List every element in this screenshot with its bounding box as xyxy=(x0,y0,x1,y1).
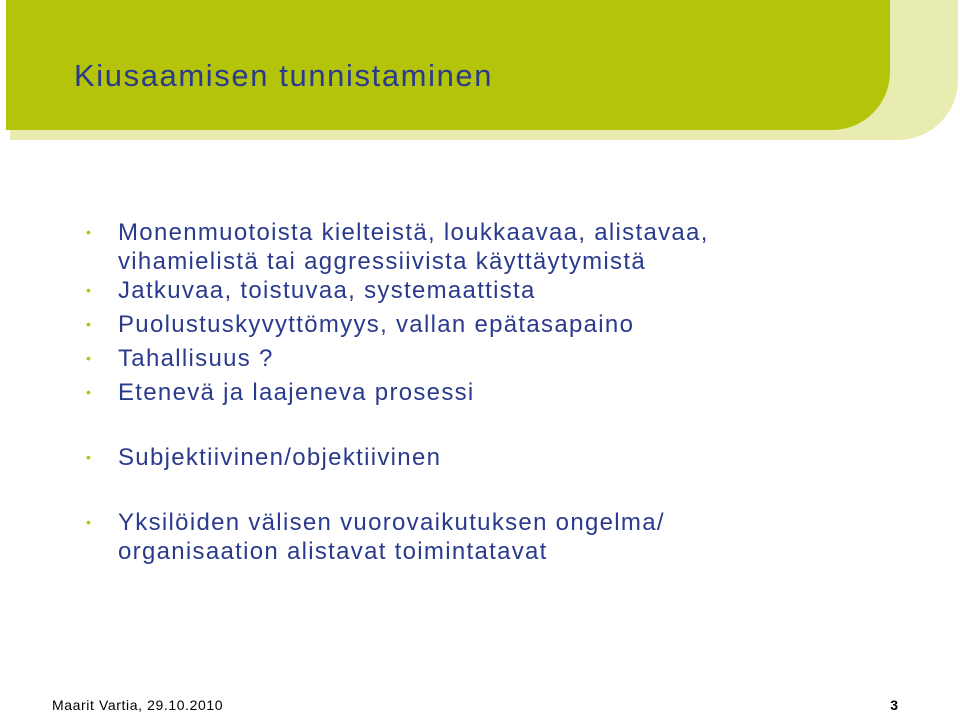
bullet-text: Subjektiivinen/objektiivinen xyxy=(118,444,442,471)
bullet-text: organisaation alistavat toimintatavat xyxy=(118,538,548,565)
slide-title: Kiusaamisen tunnistaminen xyxy=(74,58,494,93)
bullet-item xyxy=(86,508,936,566)
bullet-text: Tahallisuus ? xyxy=(118,345,274,372)
bullet-dot-icon: • xyxy=(86,514,93,530)
bullet-text: Jatkuvaa, toistuvaa, systemaattista xyxy=(118,277,536,304)
bullet-item xyxy=(86,276,936,305)
bullet-text: Yksilöiden välisen vuorovaikutuksen ongelma/ xyxy=(118,509,665,536)
bullet-list xyxy=(86,218,936,566)
bullet-text: vihamielistä tai aggressiivista käyttäytymistä xyxy=(118,248,646,275)
bullet-dot-icon: • xyxy=(86,449,93,465)
bullet-text: Puolustuskyvyttömyys, vallan epätasapaino xyxy=(118,311,635,338)
bullet-dot-icon: • xyxy=(86,384,93,400)
page-number: 3 xyxy=(890,697,898,713)
bullet-item xyxy=(86,378,936,407)
footer-author-date: Maarit Vartia, 29.10.2010 xyxy=(52,697,224,713)
bullet-text: Monenmuotoista kielteistä, loukkaavaa, alistavaa, xyxy=(118,219,709,246)
bullet-text: Etenevä ja laajeneva prosessi xyxy=(118,379,475,406)
bullet-dot-icon: • xyxy=(86,350,93,366)
bullet-dot-icon: • xyxy=(86,224,93,240)
bullet-item xyxy=(86,218,936,276)
bullet-item xyxy=(86,443,936,472)
bullet-dot-icon: • xyxy=(86,282,93,298)
bullet-item xyxy=(86,310,936,339)
bullet-dot-icon: • xyxy=(86,316,93,332)
bullet-item xyxy=(86,344,936,373)
